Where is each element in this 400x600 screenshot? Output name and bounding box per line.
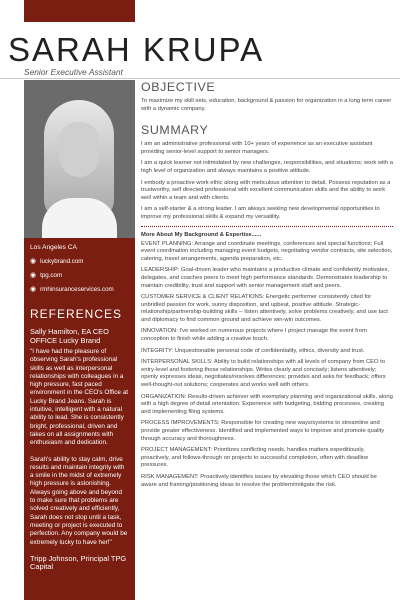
website-link[interactable] [24,285,135,293]
summary-paragraph: I am a quick learner not intimidated by new challenges, responsibilities, and situations; work with a high level of organization and always maintains a positive attitude. [141,160,393,174]
candidate-title: Senior Executive Assistant [24,67,123,77]
website-link-text: rmhinsuranceservices.com [40,285,114,293]
links-list [24,257,135,293]
summary-heading: SUMMARY [141,123,209,138]
objective-heading: OBJECTIVE [141,80,216,94]
expertise-heading: More About My Background & Expertise...... [141,231,262,238]
candidate-name: SARAH KRUPA [8,31,265,68]
location-text: Los Angeles CA [30,244,77,251]
reference-quote: "I have had the pleasure of observing Sarah's professional skills as well as interpersonal relationships with colleagues in a high pressure, fast paced environment in the CEO's Office at Lucky Brand Jeans. Sarah is intuitive, intelligent with a natural ability to lead. She is consistently bright, professional, driven and takes on all assignments with enthusiasm and dedication. [30,348,129,447]
header-divider [0,78,400,79]
expertise-paragraph: ORGANIZATION: Results-driven achiever with exemplary planning and organizational skills, along with a high degree of detail orientation. Experience with budgeting, bidding processes, creating and implementing filing systems. [141,393,393,415]
profile-photo [24,80,135,238]
expertise-paragraph: CUSTOMER SERVICE & CLIENT RELATIONS: Energetic performer consistently cited for unbridled passion for work, sunny disposition, and upbeat, positive attitude. Strategic-relationship/partnership-building skills -- listen attentively, solve problems creatively, and use tact and diplomacy to find common ground and achieve win-win outcomes. [141,294,388,323]
expertise-paragraph: INTEGRITY: Unquestionable personal code of confidentiality, ethics, diversity and trust. [141,347,365,354]
website-link[interactable] [24,257,135,265]
expertise-paragraph: RISK MANAGEMENT: Proactively identifies issues by elevating those which CEO should be aware and framing/positioning ideas to resolve the problem/mitigate the risk. [141,473,377,488]
summary-paragraph: I am a self-starter & a strong leader. I am always seeking new developmental opportunities to improve my professional skills & expand my versatility. [141,206,380,220]
expertise-paragraph: LEADERSHIP: Goal-driven leader who maintains a productive climate and confidently motivates, delegates, and coaches peers to meet high performance standards. Demonstrates leadership to maintain credibility, trust and support with senior management staff and peers. [141,267,390,289]
dotted-divider [141,226,393,227]
globe-icon: ◉ [30,286,37,293]
reference-name: Sally Hamilton, EA CEO OFFICE Lucky Brand [30,327,109,345]
expertise-paragraph: PROJECT MANAGEMENT: Prioritizes conflicting needs, handles matters expeditiously, proactively, and follows-through on projects to successful completion, often with deadline pressures. [141,447,369,469]
objective-text: To maximize my skill sets, education, background & passion for organization in a long term career with a dynamic company. [141,98,392,112]
sidebar [24,80,135,600]
globe-icon: ◉ [30,272,37,279]
expertise-paragraph: EVENT PLANNING: Arrange and coordinate meetings, conferences and special functions; Full event coordination including managing event budgets, negotiating vendor contracts, site selection, catering, travel arrangements, agenda preparation, etc. [141,240,393,262]
summary-paragraph: I embody a proactive work ethic along with meticulous attention to detail. Possess reputation as a trustworthy, self directed professional with excellent communication skills and the ability to work well within a team and with clients. [141,179,391,201]
website-link-text: tpg.com [40,271,63,279]
expertise-paragraph: INNOVATION: I've worked on numerous projects where I project manage the event from conception to finish while adding a creative touch. [141,328,367,343]
website-link[interactable] [24,271,135,279]
globe-icon: ◉ [30,258,37,265]
reference-quote-continued: Sarah's ability to stay calm, drive results and maintain integrity with a smile in the midst of extremely high pressure is astonishing. Always going above and beyond to make sure that problems are solved creatively and efficiently, Sarah does not stop until a task, meeting or project is executed to perfection. Any company would be extremely lucky to have her!" [30,455,128,546]
expertise-paragraph: PROCESS IMPROVEMENTS: Responsible for creating new ways/systems to streamline and provide greater effectiveness. Identified and implemented ways to improve and promote quality through accuracy and thoroughness. [141,420,385,442]
website-link-text: luckybrand.com [40,257,84,265]
expertise-paragraph: INTERPERSONAL SKILLS: Ability to build relationships with all levels of company from CEO to entry-level and fostering those relationships. Writes clearly and concisely; listens attentively; openly expresses ideas, negotiates/resolves differences; provides and asks for feedback; offers well-thought-out solutions; cooperates and works well with others. [141,359,386,389]
sidebar-top-accent [24,0,135,22]
reference-name: Tripp Johnson, Principal TPG Capital [30,553,127,571]
main-content [141,80,393,489]
summary-paragraph: I am an administrative professional with 10+ years of experience as an executive assistant providing senior-level support to senior managers. [141,141,373,155]
references-heading: REFERENCES [30,307,123,321]
